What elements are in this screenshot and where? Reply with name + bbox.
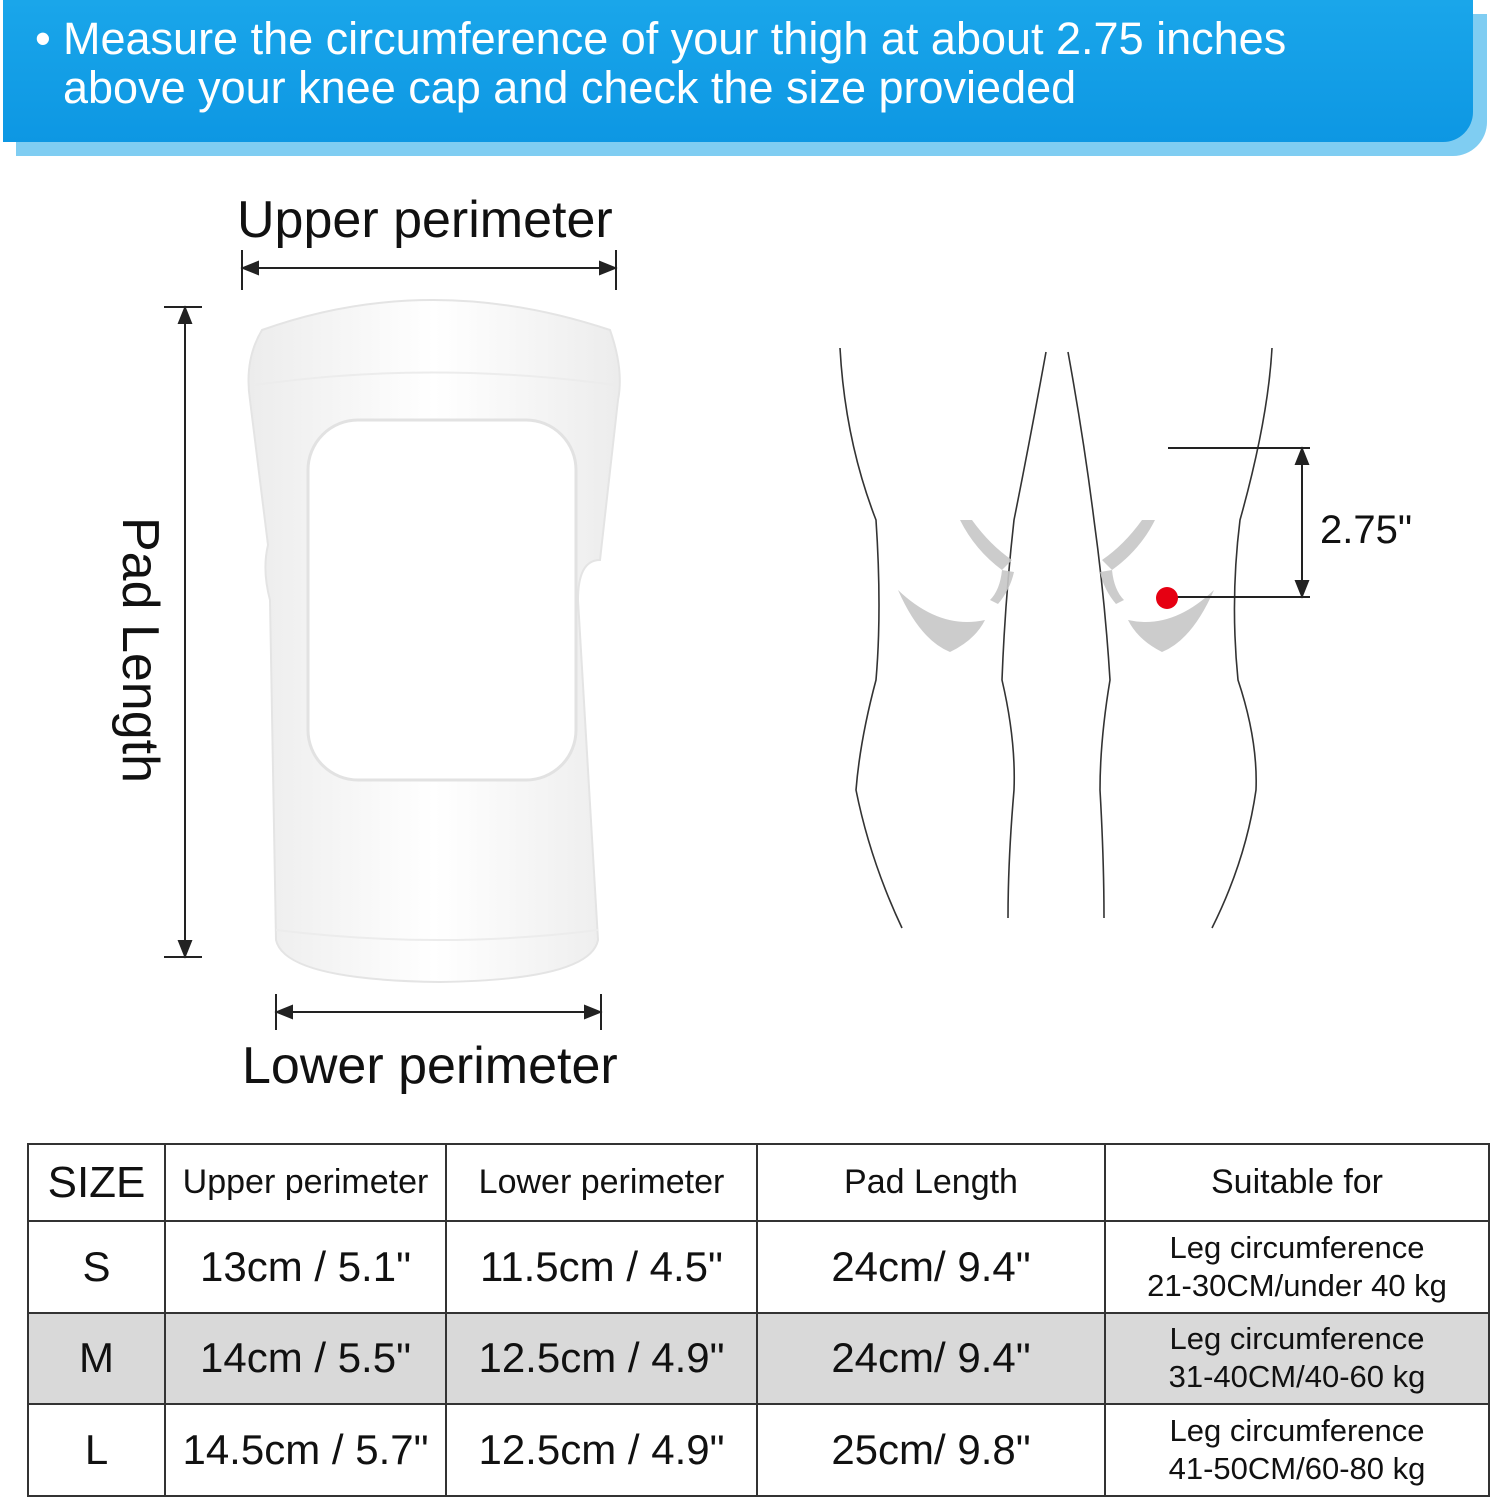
table-header-row: [28, 1144, 1489, 1221]
cell-size: M: [28, 1313, 165, 1405]
suitable-line-1: Leg circumference: [1169, 1413, 1425, 1449]
cell-pad: 24cm/ 9.4": [757, 1221, 1105, 1313]
upper-perimeter-arrow: [242, 250, 616, 290]
cell-size: L: [28, 1404, 165, 1496]
header-suitable-for: Suitable for: [1105, 1144, 1489, 1221]
cell-upper: 14cm / 5.5": [165, 1313, 446, 1405]
suitable-line-1: Leg circumference: [1169, 1229, 1425, 1265]
cell-size: S: [28, 1221, 165, 1313]
table-row: [28, 1221, 1489, 1313]
cell-lower: 12.5cm / 4.9": [446, 1404, 757, 1496]
cell-upper: 13cm / 5.1": [165, 1221, 446, 1313]
suitable-line-2: 41-50CM/60-80 kg: [1168, 1451, 1426, 1487]
cell-pad: 24cm/ 9.4": [757, 1313, 1105, 1405]
cell-pad: 25cm/ 9.8": [757, 1404, 1105, 1496]
upper-perimeter-label: Upper perimeter: [237, 191, 613, 249]
suitable-line-2: 21-30CM/under 40 kg: [1147, 1267, 1447, 1303]
cell-suitable: [1105, 1221, 1489, 1313]
measure-point-marker: [1156, 587, 1178, 609]
table-row: [28, 1313, 1489, 1405]
suitable-line-1: Leg circumference: [1169, 1321, 1425, 1357]
cell-lower: 11.5cm / 4.5": [446, 1221, 757, 1313]
cell-suitable: [1105, 1313, 1489, 1405]
header-size: SIZE: [28, 1144, 165, 1221]
kneecap-shapes: [898, 520, 1214, 652]
pad-length-label: Pad Length: [111, 516, 169, 784]
banner-line-1: Measure the circumference of your thigh at about 2.75 inches: [63, 13, 1287, 64]
cell-upper: 14.5cm / 5.7": [165, 1404, 446, 1496]
size-table: [27, 1143, 1490, 1497]
knee-pad-image: [249, 300, 620, 982]
header-pad-length: Pad Length: [757, 1144, 1105, 1221]
legs-outline: [840, 348, 1272, 928]
cell-lower: 12.5cm / 4.9": [446, 1313, 757, 1405]
table-row: [28, 1404, 1489, 1496]
banner-bullet: •: [35, 13, 51, 64]
distance-label: 2.75": [1320, 508, 1413, 552]
banner-line-2: above your knee cap and check the size provieded: [63, 62, 1077, 113]
header-lower-perimeter: Lower perimeter: [446, 1144, 757, 1221]
lower-perimeter-arrow: [276, 994, 601, 1030]
suitable-line-2: 31-40CM/40-60 kg: [1168, 1359, 1426, 1395]
cell-suitable: [1105, 1404, 1489, 1496]
header-upper-perimeter: Upper perimeter: [165, 1144, 446, 1221]
lower-perimeter-label: Lower perimeter: [242, 1037, 618, 1095]
